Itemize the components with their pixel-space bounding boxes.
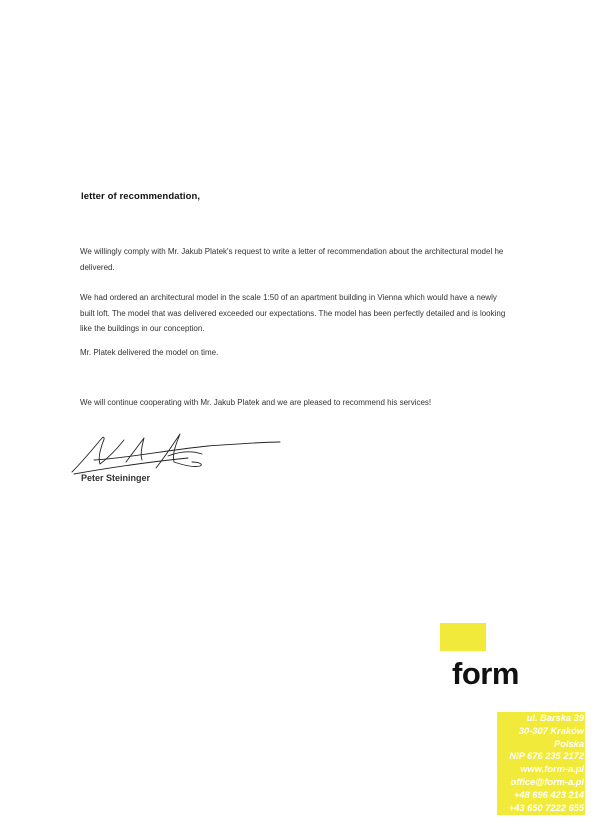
letter-paragraph-4: We will continue cooperating with Mr. Jakub Platek and we are pleased to recommend his services! (80, 398, 432, 407)
contact-website: www.form-a.pl (520, 764, 584, 775)
contact-postcode-city: 30-307 Kraków (518, 725, 584, 736)
contact-country: Polska (554, 738, 584, 749)
handwritten-signature (68, 428, 283, 478)
logo-yellow-square (440, 623, 486, 651)
contact-tax-id: NIP 676 235 2172 (509, 751, 584, 762)
contact-box (497, 712, 585, 815)
letter-paragraph-2: We had ordered an architectural model in the scale 1:50 of an apartment building in Vienna which would have a newly built loft. The model that was delivered exceeded our expectations. The model has been perfectly detailed and is looking like the buildings in our conception. (80, 293, 506, 333)
signer-name: Peter Steininger (81, 473, 151, 483)
contact-street: ul. Barska 39 (526, 713, 584, 723)
contact-phone-at: +43 650 7222 655 (508, 802, 584, 813)
contact-phone-pl: +48 696 423 214 (513, 789, 584, 800)
letter-title: letter of recommendation, (81, 191, 201, 202)
letter-paragraph-3: Mr. Platek delivered the model on time. (80, 348, 219, 357)
letter-paragraph-1: We willingly comply with Mr. Jakub Platek's request to write a letter of recommendation about the architectural model he delivered. (80, 247, 504, 272)
contact-email: office@form-a.pl (510, 776, 584, 787)
logo-wordmark: form (452, 656, 519, 691)
